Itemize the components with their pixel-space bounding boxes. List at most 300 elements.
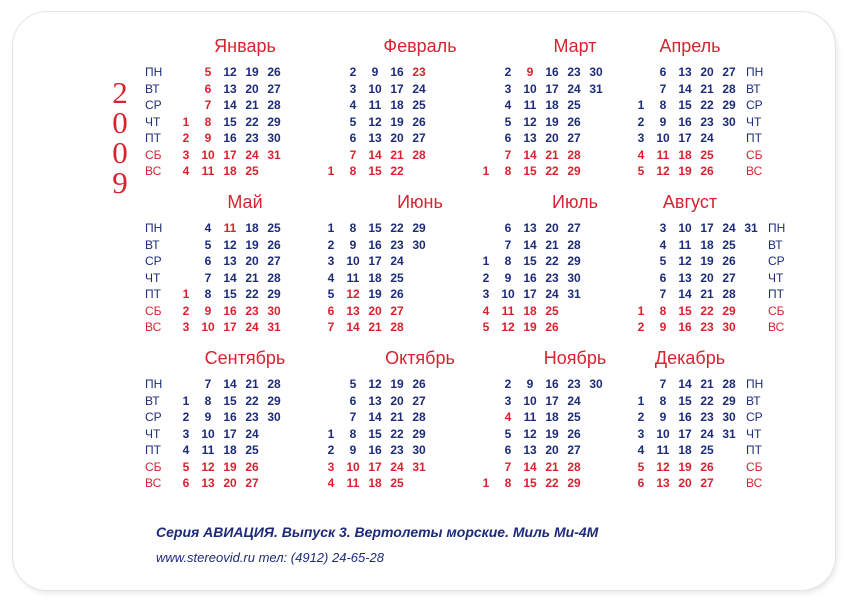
calendar-day: 7 bbox=[204, 377, 212, 391]
month-title: Октябрь bbox=[385, 348, 455, 368]
calendar-day: 24 bbox=[545, 287, 559, 301]
calendar-day: 8 bbox=[659, 98, 667, 112]
month-grid bbox=[630, 220, 796, 336]
calendar-day: 29 bbox=[412, 426, 426, 441]
empty-day bbox=[585, 147, 607, 164]
empty-day bbox=[585, 409, 607, 426]
calendar-day: 22 bbox=[245, 393, 259, 408]
weekday-label: СР bbox=[145, 254, 162, 268]
calendar-day: 10 bbox=[201, 320, 215, 334]
empty-day bbox=[630, 253, 652, 270]
month-title: Май bbox=[227, 192, 263, 212]
calendar-day: 12 bbox=[678, 254, 692, 268]
weekday-label: ВТ bbox=[145, 81, 160, 96]
calendar-day: 3 bbox=[659, 221, 667, 235]
calendar-day: 5 bbox=[504, 426, 512, 441]
month-title: Июль bbox=[552, 192, 598, 212]
empty-day bbox=[175, 237, 197, 254]
calendar-day: 1 bbox=[327, 221, 335, 235]
calendar-day: 30 bbox=[722, 410, 736, 424]
empty-day bbox=[408, 286, 430, 303]
calendar-day: 12 bbox=[346, 287, 360, 301]
calendar-day: 17 bbox=[678, 426, 692, 441]
calendar-day: 12 bbox=[368, 377, 382, 391]
calendar-day: 10 bbox=[201, 147, 215, 162]
calendar-day: 2 bbox=[327, 237, 335, 252]
empty-day bbox=[475, 409, 497, 426]
weekday-label: ПН bbox=[145, 221, 163, 235]
weekday-label: ПТ bbox=[746, 443, 762, 457]
weekday-label: ВТ bbox=[145, 237, 160, 252]
month-grid bbox=[145, 220, 285, 336]
calendar-day: 26 bbox=[545, 320, 559, 334]
calendar-day: 7 bbox=[327, 320, 335, 334]
calendar-day: 10 bbox=[523, 81, 537, 96]
calendar-day: 16 bbox=[368, 237, 382, 252]
calendar-day: 7 bbox=[349, 410, 357, 424]
calendar-day: 15 bbox=[523, 254, 537, 268]
empty-day bbox=[718, 130, 740, 147]
calendar-day: 11 bbox=[368, 98, 382, 112]
calendar-day: 19 bbox=[368, 287, 382, 301]
calendar-day: 21 bbox=[390, 410, 404, 424]
weekday-label: ЧТ bbox=[145, 270, 161, 285]
calendar-day: 24 bbox=[700, 131, 714, 145]
calendar-day: 23 bbox=[700, 320, 714, 334]
calendar-day: 19 bbox=[390, 377, 404, 391]
month-title: Март bbox=[553, 36, 597, 56]
month-title: Август bbox=[662, 192, 718, 212]
month-grid bbox=[320, 376, 430, 492]
empty-day bbox=[630, 270, 652, 287]
calendar-day: 2 bbox=[637, 320, 645, 334]
calendar-day: 4 bbox=[182, 164, 190, 178]
calendar-day: 4 bbox=[482, 303, 490, 318]
series-caption: Серия АВИАЦИЯ. Выпуск 3. Вертолеты морские. Миль Ми-4М bbox=[156, 524, 599, 540]
calendar-day: 20 bbox=[390, 131, 404, 145]
calendar-day: 25 bbox=[412, 98, 426, 112]
empty-day bbox=[563, 319, 585, 336]
calendar-day: 15 bbox=[523, 164, 537, 178]
calendar-day: 23 bbox=[545, 270, 559, 285]
calendar-day: 3 bbox=[349, 81, 357, 96]
calendar-day: 8 bbox=[204, 287, 212, 301]
calendar-day: 13 bbox=[368, 393, 382, 408]
month-grid bbox=[630, 376, 774, 492]
month-grid bbox=[320, 64, 430, 180]
empty-day bbox=[585, 393, 607, 410]
calendar-day: 2 bbox=[504, 377, 512, 391]
empty-day bbox=[630, 81, 652, 98]
calendar-day: 26 bbox=[700, 459, 714, 474]
calendar-day: 5 bbox=[182, 459, 190, 474]
calendar-day: 31 bbox=[412, 459, 426, 474]
empty-day bbox=[585, 114, 607, 131]
month-grid bbox=[320, 220, 430, 336]
weekday-label: ПТ bbox=[145, 287, 161, 301]
calendar-day: 7 bbox=[204, 270, 212, 285]
calendar-day: 6 bbox=[637, 476, 645, 490]
calendar-day: 28 bbox=[567, 237, 581, 252]
calendar-day: 8 bbox=[504, 254, 512, 268]
calendar-day: 14 bbox=[523, 459, 537, 474]
calendar-day: 26 bbox=[567, 426, 581, 441]
calendar-day: 23 bbox=[245, 303, 259, 318]
weekday-label: ЧТ bbox=[746, 426, 762, 441]
weekday-label: ПН bbox=[145, 65, 163, 79]
calendar-day: 22 bbox=[245, 287, 259, 301]
calendar-day: 20 bbox=[223, 476, 237, 490]
calendar-day: 14 bbox=[223, 98, 237, 112]
calendar-day: 14 bbox=[678, 377, 692, 391]
calendar-day: 1 bbox=[637, 98, 645, 112]
calendar-day: 13 bbox=[678, 65, 692, 79]
empty-day bbox=[585, 426, 607, 443]
calendar-day: 8 bbox=[349, 164, 357, 178]
calendar-day: 21 bbox=[700, 81, 714, 96]
calendar-day: 13 bbox=[523, 131, 537, 145]
calendar-day: 1 bbox=[637, 393, 645, 408]
calendar-day: 26 bbox=[390, 287, 404, 301]
weekday-label: СБ bbox=[145, 147, 162, 162]
calendar-day: 25 bbox=[567, 98, 581, 112]
weekday-label: СБ bbox=[746, 147, 763, 162]
month-grid bbox=[145, 64, 285, 180]
empty-day bbox=[320, 147, 342, 164]
calendar-day: 24 bbox=[245, 320, 259, 334]
month-grid bbox=[475, 376, 607, 492]
calendar-day: 19 bbox=[245, 237, 259, 252]
calendar-day: 26 bbox=[567, 114, 581, 129]
calendar-day: 9 bbox=[204, 410, 212, 424]
calendar-day: 29 bbox=[267, 114, 281, 129]
calendar-day: 22 bbox=[545, 254, 559, 268]
calendar-day: 18 bbox=[678, 147, 692, 162]
empty-day bbox=[475, 81, 497, 98]
calendar-day: 21 bbox=[700, 287, 714, 301]
calendar-day: 3 bbox=[182, 320, 190, 334]
calendar-day: 31 bbox=[267, 147, 281, 162]
calendar-day: 12 bbox=[501, 320, 515, 334]
calendar-day: 7 bbox=[659, 287, 667, 301]
empty-day bbox=[718, 475, 740, 492]
calendar-day: 12 bbox=[523, 114, 537, 129]
empty-day bbox=[630, 237, 652, 254]
year-digit: 9 bbox=[112, 165, 128, 200]
weekday-label: ВС bbox=[145, 164, 162, 178]
calendar-day: 28 bbox=[722, 81, 736, 96]
empty-day bbox=[718, 459, 740, 476]
month-title: Февраль bbox=[383, 36, 457, 56]
weekday-label: ПТ bbox=[145, 131, 161, 145]
empty-day bbox=[408, 253, 430, 270]
calendar-day: 12 bbox=[656, 164, 670, 178]
calendar-day: 9 bbox=[349, 237, 357, 252]
empty-day bbox=[563, 303, 585, 320]
calendar-day: 15 bbox=[223, 287, 237, 301]
calendar-day: 21 bbox=[390, 147, 404, 162]
weekday-label: СБ bbox=[746, 459, 763, 474]
calendar-day: 18 bbox=[545, 410, 559, 424]
calendar-day: 24 bbox=[412, 81, 426, 96]
calendar-day: 4 bbox=[637, 147, 645, 162]
calendar-day: 20 bbox=[700, 65, 714, 79]
empty-day bbox=[408, 319, 430, 336]
calendar-day: 27 bbox=[700, 476, 714, 490]
calendar-day: 10 bbox=[501, 287, 515, 301]
calendar-day: 2 bbox=[182, 410, 190, 424]
calendar-day: 17 bbox=[700, 221, 714, 235]
empty-day bbox=[175, 97, 197, 114]
weekday-label: ВТ bbox=[746, 81, 761, 96]
calendar-day: 5 bbox=[349, 114, 357, 129]
calendar-day: 14 bbox=[523, 237, 537, 252]
empty-day bbox=[475, 376, 497, 393]
calendar-day: 19 bbox=[678, 459, 692, 474]
calendar-day: 24 bbox=[390, 459, 404, 474]
empty-day bbox=[630, 64, 652, 81]
calendar-day: 31 bbox=[744, 221, 758, 235]
calendar-day: 16 bbox=[223, 131, 237, 145]
empty-day bbox=[585, 163, 607, 180]
calendar-day: 6 bbox=[504, 443, 512, 457]
calendar-day: 13 bbox=[656, 476, 670, 490]
calendar-day: 30 bbox=[412, 237, 426, 252]
calendar-day: 13 bbox=[678, 270, 692, 285]
calendar-day: 30 bbox=[722, 320, 736, 334]
calendar-day: 27 bbox=[722, 65, 736, 79]
calendar-day: 26 bbox=[412, 114, 426, 129]
year-digit: 0 bbox=[112, 105, 128, 140]
calendar-day: 30 bbox=[267, 303, 281, 318]
calendar-day: 24 bbox=[567, 81, 581, 96]
calendar-day: 1 bbox=[482, 476, 490, 490]
empty-day bbox=[740, 286, 762, 303]
calendar-day: 28 bbox=[722, 377, 736, 391]
calendar-day: 22 bbox=[390, 164, 404, 178]
calendar-day: 3 bbox=[327, 254, 335, 268]
calendar-day: 28 bbox=[412, 410, 426, 424]
calendar-day: 28 bbox=[267, 98, 281, 112]
calendar-day: 1 bbox=[327, 426, 335, 441]
weekday-label: СР bbox=[145, 410, 162, 424]
empty-day bbox=[475, 130, 497, 147]
calendar-day: 11 bbox=[523, 410, 537, 424]
calendar-day: 27 bbox=[567, 443, 581, 457]
calendar-day: 25 bbox=[700, 147, 714, 162]
month-grid bbox=[630, 64, 774, 180]
calendar-day: 14 bbox=[368, 147, 382, 162]
calendar-day: 25 bbox=[545, 303, 559, 318]
calendar-day: 16 bbox=[678, 320, 692, 334]
calendar-day: 9 bbox=[659, 320, 667, 334]
calendar-day: 22 bbox=[700, 303, 714, 318]
calendar-day: 30 bbox=[589, 377, 603, 391]
empty-day bbox=[475, 237, 497, 254]
calendar-day: 29 bbox=[722, 393, 736, 408]
calendar-day: 12 bbox=[223, 237, 237, 252]
calendar-day: 5 bbox=[204, 237, 212, 252]
calendar-day: 6 bbox=[327, 303, 335, 318]
weekday-label: ПН bbox=[746, 65, 764, 79]
weekday-label: СР bbox=[746, 410, 763, 424]
calendar-day: 3 bbox=[182, 147, 190, 162]
calendar-day: 27 bbox=[390, 303, 404, 318]
calendar-day: 26 bbox=[722, 254, 736, 268]
calendar-day: 10 bbox=[346, 459, 360, 474]
calendar-day: 6 bbox=[349, 131, 357, 145]
calendar-day: 29 bbox=[267, 393, 281, 408]
calendar-day: 2 bbox=[637, 410, 645, 424]
calendar-day: 13 bbox=[201, 476, 215, 490]
calendar-day: 21 bbox=[545, 237, 559, 252]
calendar-day: 8 bbox=[504, 164, 512, 178]
calendar-day: 13 bbox=[368, 131, 382, 145]
calendar-day: 30 bbox=[589, 65, 603, 79]
calendar-day: 27 bbox=[567, 221, 581, 235]
calendar-day: 7 bbox=[349, 147, 357, 162]
calendar-day: 10 bbox=[368, 81, 382, 96]
weekday-label: ВС bbox=[768, 320, 785, 334]
calendar-day: 14 bbox=[678, 81, 692, 96]
calendar-day: 19 bbox=[523, 320, 537, 334]
calendar-day: 11 bbox=[523, 98, 537, 112]
calendar-day: 14 bbox=[223, 377, 237, 391]
calendar-day: 26 bbox=[267, 65, 281, 79]
calendar-day: 4 bbox=[327, 476, 335, 490]
calendar-day: 25 bbox=[245, 164, 259, 178]
calendar-day: 28 bbox=[722, 287, 736, 301]
calendar-day: 16 bbox=[368, 443, 382, 457]
calendar-day: 17 bbox=[223, 426, 237, 441]
empty-day bbox=[263, 163, 285, 180]
empty-day bbox=[175, 220, 197, 237]
calendar-day: 11 bbox=[501, 303, 515, 318]
month-title: Июнь bbox=[397, 192, 443, 212]
calendar-day: 17 bbox=[545, 81, 559, 96]
calendar-day: 6 bbox=[659, 270, 667, 285]
calendar-day: 10 bbox=[656, 426, 670, 441]
calendar-day: 3 bbox=[482, 287, 490, 301]
weekday-label: СР bbox=[145, 98, 162, 112]
calendar-day: 20 bbox=[700, 270, 714, 285]
calendar-day: 17 bbox=[390, 81, 404, 96]
calendar-day: 14 bbox=[678, 287, 692, 301]
month-grid bbox=[475, 64, 607, 180]
calendar-day: 31 bbox=[589, 81, 603, 96]
calendar-day: 1 bbox=[327, 164, 335, 178]
calendar-day: 16 bbox=[678, 410, 692, 424]
empty-day bbox=[585, 442, 607, 459]
calendar-day: 17 bbox=[678, 131, 692, 145]
calendar-day: 27 bbox=[245, 476, 259, 490]
calendar-day: 10 bbox=[656, 131, 670, 145]
calendar-day: 9 bbox=[526, 377, 534, 391]
calendar-day: 6 bbox=[204, 81, 212, 96]
calendar-day: 7 bbox=[504, 459, 512, 474]
calendar-day: 10 bbox=[678, 221, 692, 235]
calendar-day: 16 bbox=[223, 410, 237, 424]
calendar-day: 21 bbox=[545, 147, 559, 162]
calendar-day: 21 bbox=[245, 377, 259, 391]
calendar-day: 22 bbox=[390, 221, 404, 235]
empty-day bbox=[718, 442, 740, 459]
calendar-day: 21 bbox=[245, 270, 259, 285]
calendar-day: 6 bbox=[204, 254, 212, 268]
year-digit: 2 bbox=[112, 75, 128, 110]
calendar-day: 22 bbox=[545, 164, 559, 178]
calendar-day: 2 bbox=[482, 270, 490, 285]
calendar-day: 29 bbox=[567, 476, 581, 490]
calendar-day: 17 bbox=[545, 393, 559, 408]
calendar-day: 5 bbox=[204, 65, 212, 79]
calendar-day: 23 bbox=[412, 65, 426, 79]
calendar-day: 5 bbox=[349, 377, 357, 391]
calendar-day: 1 bbox=[182, 393, 190, 408]
calendar-day: 6 bbox=[182, 476, 190, 490]
calendar-day: 21 bbox=[245, 98, 259, 112]
calendar-day: 20 bbox=[678, 476, 692, 490]
weekday-label: ЧТ bbox=[145, 114, 161, 129]
calendar-day: 23 bbox=[390, 237, 404, 252]
calendar-day: 18 bbox=[700, 237, 714, 252]
calendar-day: 9 bbox=[371, 65, 379, 79]
calendar-day: 24 bbox=[722, 221, 736, 235]
calendar-day: 17 bbox=[223, 320, 237, 334]
calendar-day: 20 bbox=[245, 81, 259, 96]
empty-day bbox=[630, 286, 652, 303]
calendar-card bbox=[13, 12, 835, 590]
calendar-day: 3 bbox=[327, 459, 335, 474]
calendar-day: 8 bbox=[204, 393, 212, 408]
calendar-day: 2 bbox=[504, 65, 512, 79]
calendar-day: 7 bbox=[204, 98, 212, 112]
weekday-label: СБ bbox=[145, 459, 162, 474]
calendar-day: 29 bbox=[567, 164, 581, 178]
calendar-day: 5 bbox=[659, 254, 667, 268]
calendar-day: 10 bbox=[346, 254, 360, 268]
weekday-label: ПТ bbox=[768, 287, 784, 301]
empty-day bbox=[408, 270, 430, 287]
calendar-day: 12 bbox=[656, 459, 670, 474]
empty-day bbox=[475, 220, 497, 237]
calendar-day: 23 bbox=[700, 114, 714, 129]
calendar-day: 22 bbox=[390, 426, 404, 441]
calendar-day: 15 bbox=[678, 393, 692, 408]
calendar-day: 18 bbox=[368, 270, 382, 285]
calendar-day: 23 bbox=[567, 377, 581, 391]
calendar-day: 20 bbox=[545, 443, 559, 457]
calendar-day: 11 bbox=[656, 443, 670, 457]
calendar-day: 1 bbox=[482, 254, 490, 268]
calendar-day: 29 bbox=[722, 98, 736, 112]
month-grid bbox=[475, 220, 585, 336]
calendar-day: 13 bbox=[346, 303, 360, 318]
empty-day bbox=[408, 303, 430, 320]
calendar-day: 2 bbox=[349, 65, 357, 79]
calendar-day: 27 bbox=[722, 270, 736, 285]
empty-day bbox=[263, 426, 285, 443]
calendar-day: 24 bbox=[700, 426, 714, 441]
month-title: Ноябрь bbox=[543, 348, 607, 368]
calendar-day: 3 bbox=[182, 426, 190, 441]
weekday-label: ВС bbox=[145, 320, 162, 334]
calendar-day: 20 bbox=[368, 303, 382, 318]
calendar-day: 15 bbox=[368, 426, 382, 441]
month-title: Январь bbox=[214, 36, 276, 56]
calendar-day: 4 bbox=[182, 443, 190, 457]
calendar-day: 3 bbox=[637, 426, 645, 441]
